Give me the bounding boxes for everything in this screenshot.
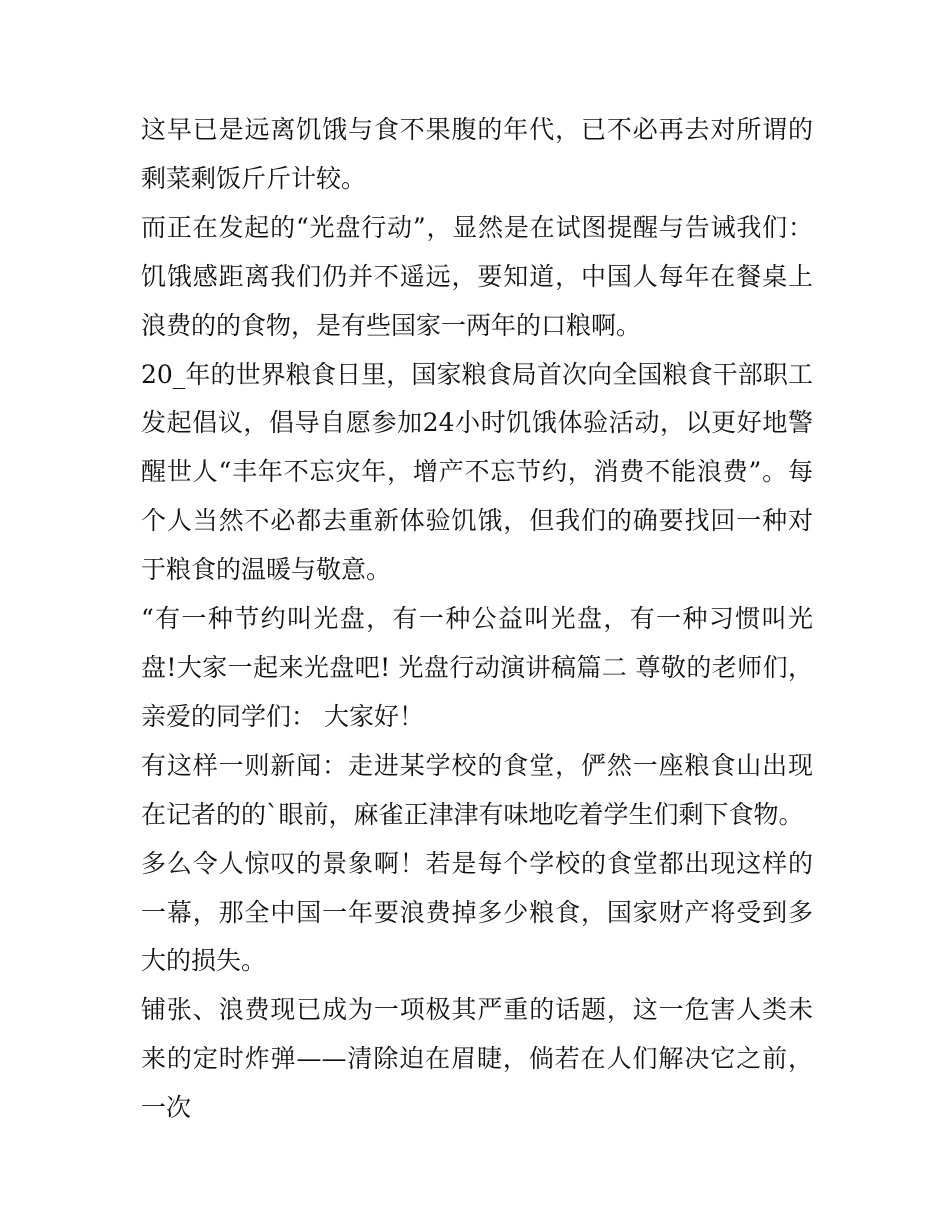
paragraph-5: 有这样一则新闻：走进某学校的食堂，俨然一座粮食山出现在记者的的`眼前，麻雀正津津有味地吃着学生们剩下食物。 (141, 750, 813, 829)
document-body (141, 106, 813, 1133)
paragraph-1: 这早已是远离饥饿与食不果腹的年代，已不必再去对所谓的剩菜剩饭斤斤计较。 (141, 115, 813, 193)
paragraph-6: 多么令人惊叹的景象啊！若是每个学校的食堂都出现这样的一幕，那全中国一年要浪费掉多少粮食，国家财产将受到多大的损失。 (141, 848, 813, 976)
paragraph-7: 铺张、浪费现已成为一项极其严重的话题，这一危害人类未来的定时炸弹——清除迫在眉睫，倘若在人们解决它之前，一次 (141, 995, 813, 1123)
paragraph-4: “有一种节约叫光盘，有一种公益叫光盘，有一种习惯叫光盘!大家一起来光盘吧! 光盘行动演讲稿篇二 尊敬的老师们，亲爱的同学们： 大家好！ (141, 604, 813, 731)
paragraph-2: 而正在发起的“光盘行动”，显然是在试图提醒与告诫我们：饥饿感距离我们仍并不遥远，要知道，中国人每年在餐桌上浪费的的食物，是有些国家一两年的口粮啊。 (141, 212, 813, 340)
paragraph-3: 20_年的世界粮食日里，国家粮食局首次向全国粮食干部职工发起倡议，倡导自愿参加24小时饥饿体验活动，以更好地警醒世人“丰年不忘灾年，增产不忘节约，消费不能浪费”。每个人当然不必都去重新体验饥饿，但我们的确要找回一种对于粮食的温暖与敬意。 (141, 359, 813, 585)
